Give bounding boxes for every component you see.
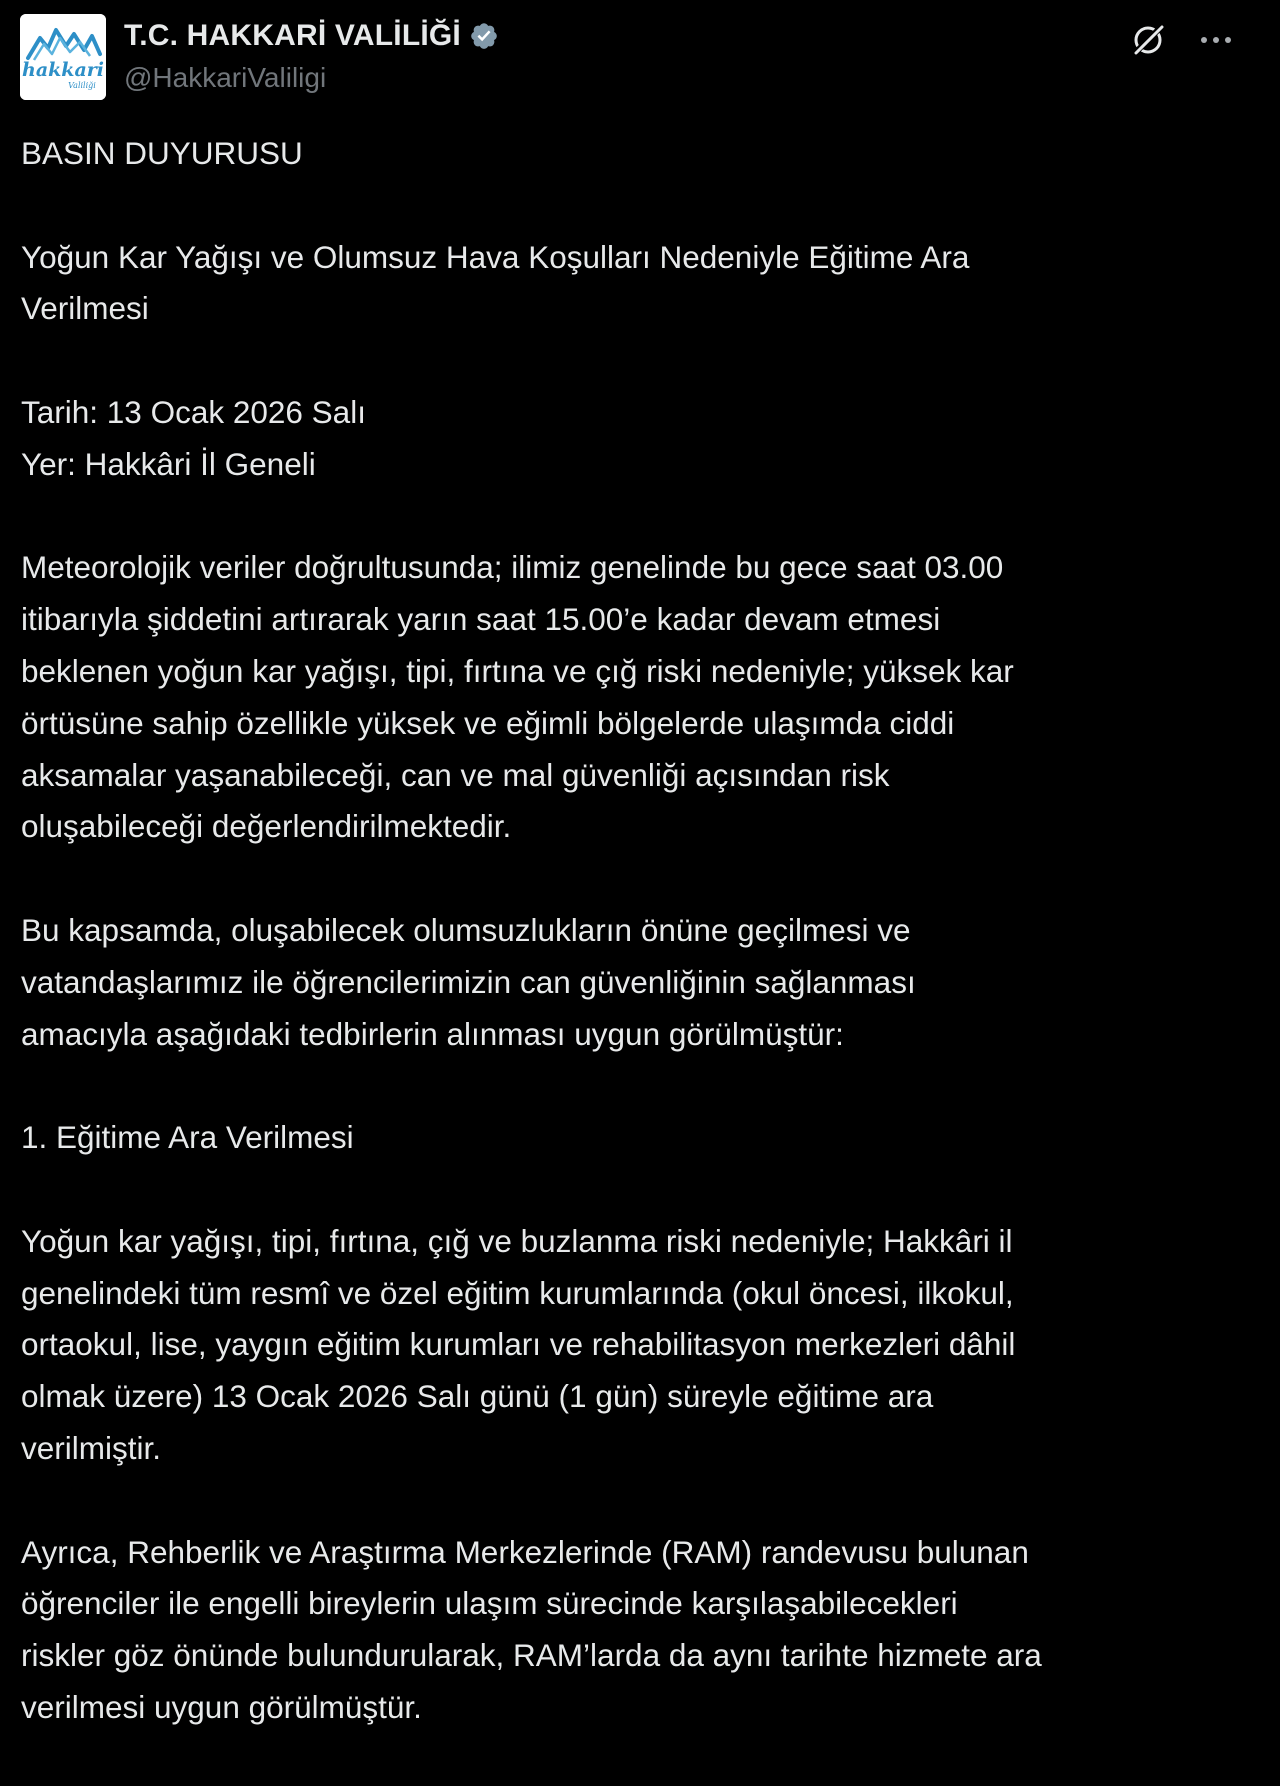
post-paragraph	[21, 1527, 1251, 1734]
post-text-line: verilmesi uygun görülmüştür.	[21, 1688, 422, 1725]
post-text-line: örtüsüne sahip özellikle yüksek ve eğimli bölgelerde ulaşımda ciddi	[21, 704, 955, 741]
post-paragraph	[21, 1216, 1251, 1475]
post-text-line: genelindeki tüm resmî ve özel eğitim kurumlarında (okul öncesi, ilkokul,	[21, 1274, 1014, 1311]
grok-button[interactable]	[1128, 20, 1168, 60]
post-text-line: oluşabileceği değerlendirilmektedir.	[21, 808, 512, 845]
post-header	[20, 14, 1260, 100]
post-text-line: Yoğun Kar Yağışı ve Olumsuz Hava Koşulları Nedeniyle Eğitime Ara	[21, 238, 970, 275]
post-text-line: BASIN DUYURUSU	[21, 135, 303, 171]
post-text-line: vatandaşlarımız ile öğrencilerimizin can güvenliğinin sağlanması	[21, 963, 916, 1000]
post-text-line: beklenen yoğun kar yağışı, tipi, fırtına ve çığ riski nedeniyle; yüksek kar	[21, 652, 1014, 689]
avatar-logo-text: hakkari	[22, 59, 104, 81]
post-paragraph	[21, 542, 1251, 853]
post-text	[21, 128, 1251, 1786]
verified-badge-icon[interactable]	[469, 21, 499, 51]
post-text-line: itibarıyla şiddetini artırarak yarın saat 15.00’e kadar devam etmesi	[21, 601, 941, 638]
post-text-line: Verilmesi	[21, 290, 149, 327]
post-paragraph	[21, 232, 1251, 336]
post-text-line: Meteorolojik veriler doğrultusunda; ilimiz genelinde bu gece saat 03.00	[21, 549, 1004, 586]
more-icon	[1199, 35, 1233, 45]
post-text-line: ortaokul, lise, yaygın eğitim kurumları ve rehabilitasyon merkezleri dâhil	[21, 1326, 1016, 1363]
post-paragraph	[21, 1112, 1251, 1164]
author-display-name[interactable]: T.C. HAKKARİ VALİLİĞİ	[124, 19, 461, 52]
post-text-line: riskler göz önünde bulundurularak, RAM’larda da aynı tarihte hizmete ara	[21, 1637, 1042, 1674]
post-text-line: Ayrıca, Rehberlik ve Araştırma Merkezlerinde (RAM) randevusu bulunan	[21, 1533, 1029, 1570]
grok-icon	[1129, 21, 1167, 59]
author-handle[interactable]: @HakkariValiligi	[124, 62, 327, 93]
avatar-logo-subtext: Valiliği	[68, 81, 96, 90]
post-paragraph	[21, 128, 1251, 180]
more-button[interactable]	[1196, 20, 1236, 60]
post-text-line: verilmiştir.	[21, 1429, 161, 1466]
post-paragraph	[21, 905, 1251, 1060]
post-paragraph	[21, 387, 1251, 491]
post-text-line: öğrenciler ile engelli bireylerin ulaşım sürecinde karşılaşabilecekleri	[21, 1585, 958, 1622]
post-text-line: Yer: Hakkâri İl Geneli	[21, 445, 316, 482]
post-actions	[1128, 20, 1236, 60]
post-text-line: Yoğun kar yağışı, tipi, fırtına, çığ ve buzlanma riski nedeniyle; Hakkâri il	[21, 1222, 1013, 1259]
display-name-row	[124, 16, 499, 56]
post-text-line: Bu kapsamda, oluşabilecek olumsuzlukların önüne geçilmesi ve	[21, 911, 911, 948]
post-text-line: Tarih: 13 Ocak 2026 Salı	[21, 393, 366, 430]
post-text-line: amacıyla aşağıdaki tedbirlerin alınması uygun görülmüştür:	[21, 1015, 844, 1052]
avatar[interactable]	[20, 14, 106, 100]
author-info	[124, 16, 499, 94]
post-text-line: aksamalar yaşanabileceği, can ve mal güvenliği açısından risk	[21, 756, 890, 793]
post-text-line: olmak üzere) 13 Ocak 2026 Salı günü (1 gün) süreyle eğitime ara	[21, 1378, 934, 1415]
post-text-line: 1. Eğitime Ara Verilmesi	[21, 1119, 354, 1156]
hakkari-logo-icon	[20, 14, 106, 100]
